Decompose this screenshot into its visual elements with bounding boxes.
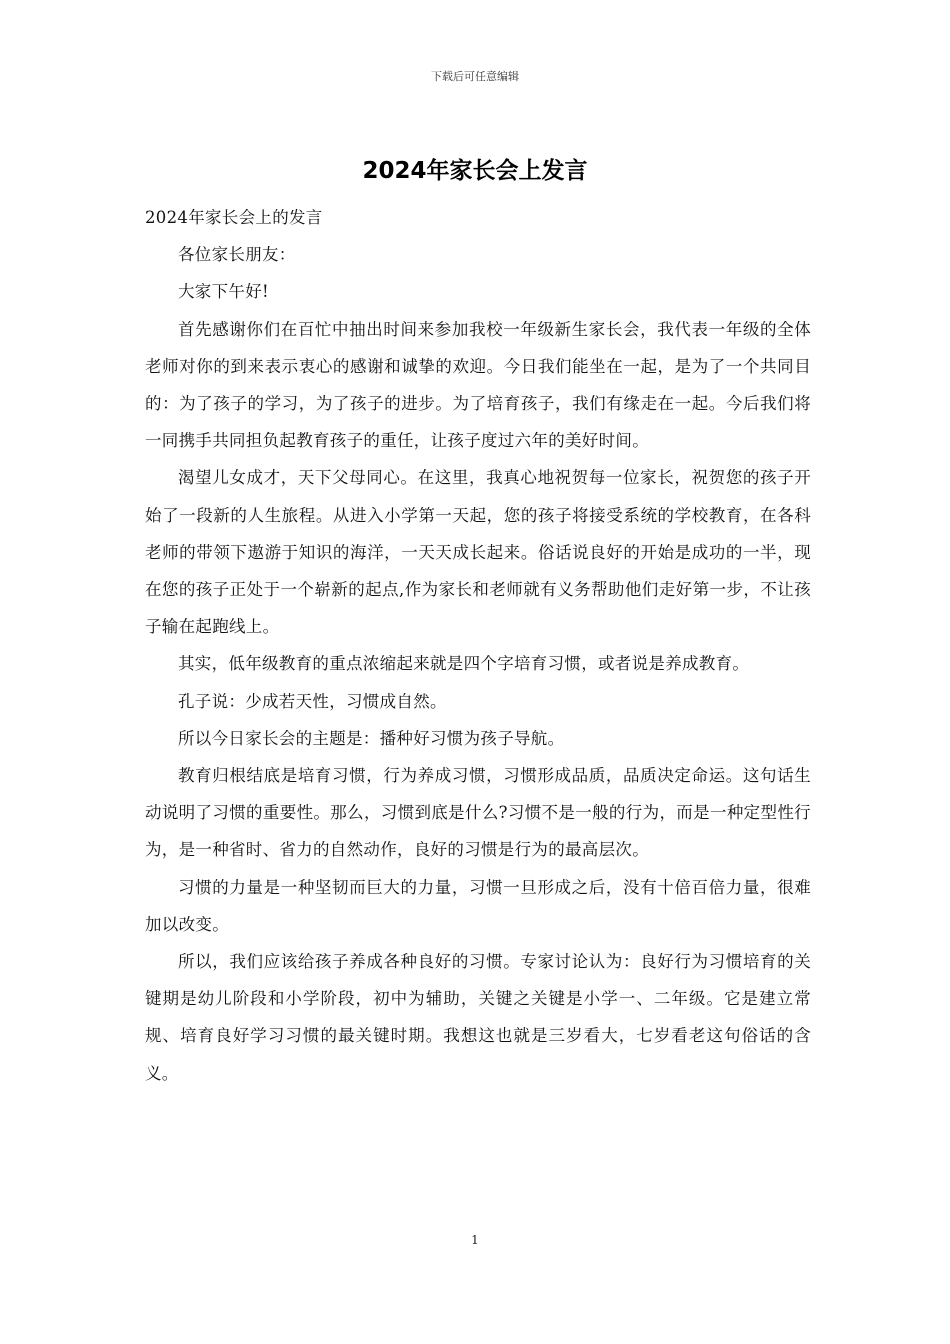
page-number: 1	[471, 1233, 479, 1247]
paragraph-confucius-quote: 孔子说：少成若天性，习惯成自然。	[178, 691, 447, 711]
paragraph-education-focus: 其实，低年级教育的重点浓缩起来就是四个字培育习惯，或者说是养成教育。	[178, 654, 750, 674]
paragraph-meeting-theme: 所以今日家长会的主题是：播种好习惯为孩子导航。	[178, 728, 565, 748]
paragraph-salutation: 各位家长朋友：	[178, 245, 296, 265]
paragraph-greeting: 大家下午好!	[178, 282, 269, 302]
paragraph-habit-importance: 教育归根结底是培育习惯，行为养成习惯，习惯形成品质，品质决定命运。这句话生动说明了习惯的重要性。那么，习惯到底是什么?习惯不是一般的行为，而是一种定型性行为，是一种省时、省力的自然动作，良好的习惯是行为的最高层次。	[145, 766, 811, 860]
paragraph-critical-period: 所以，我们应该给孩子养成各种良好的习惯。专家讨论认为：良好行为习惯培育的关键期是幼儿阶段和小学阶段，初中为辅助，关键之关键是小学一、二年级。它是建立常规、培育良好学习习惯的最关键时期。我想这也就是三岁看大，七岁看老这句俗话的含义。	[145, 952, 811, 1083]
document-body	[145, 199, 811, 1092]
paragraph-habit-power: 习惯的力量是一种坚韧而巨大的力量，习惯一旦形成之后，没有十倍百倍力量，很难加以改变。	[145, 877, 811, 934]
document-subtitle: 2024年家长会上的发言	[145, 208, 323, 227]
page-header-note: 下载后可任意编辑	[431, 70, 519, 83]
paragraph-welcome: 首先感谢你们在百忙中抽出时间来参加我校一年级新生家长会，我代表一年级的全体老师对你的到来表示衷心的感谢和诚挚的欢迎。今日我们能坐在一起，是为了一个共同目的：为了孩子的学习，为了孩子的进步。为了培育孩子，我们有缘走在一起。今后我们将一同携手共同担负起教育孩子的重任，让孩子度过六年的美好时间。	[145, 319, 811, 451]
paragraph-congratulations: 渴望儿女成才，天下父母同心。在这里，我真心地祝贺每一位家长，祝贺您的孩子开始了一段新的人生旅程。从进入小学第一天起，您的孩子将接受系统的学校教育，在各科老师的带领下遨游于知识的海洋，一天天成长起来。俗话说良好的开始是成功的一半，现在您的孩子正处于一个崭新的起点,作为家长和老师就有义务帮助他们走好第一步，不让孩子输在起跑线上。	[145, 468, 811, 637]
document-title: 2024年家长会上发言	[362, 158, 588, 184]
